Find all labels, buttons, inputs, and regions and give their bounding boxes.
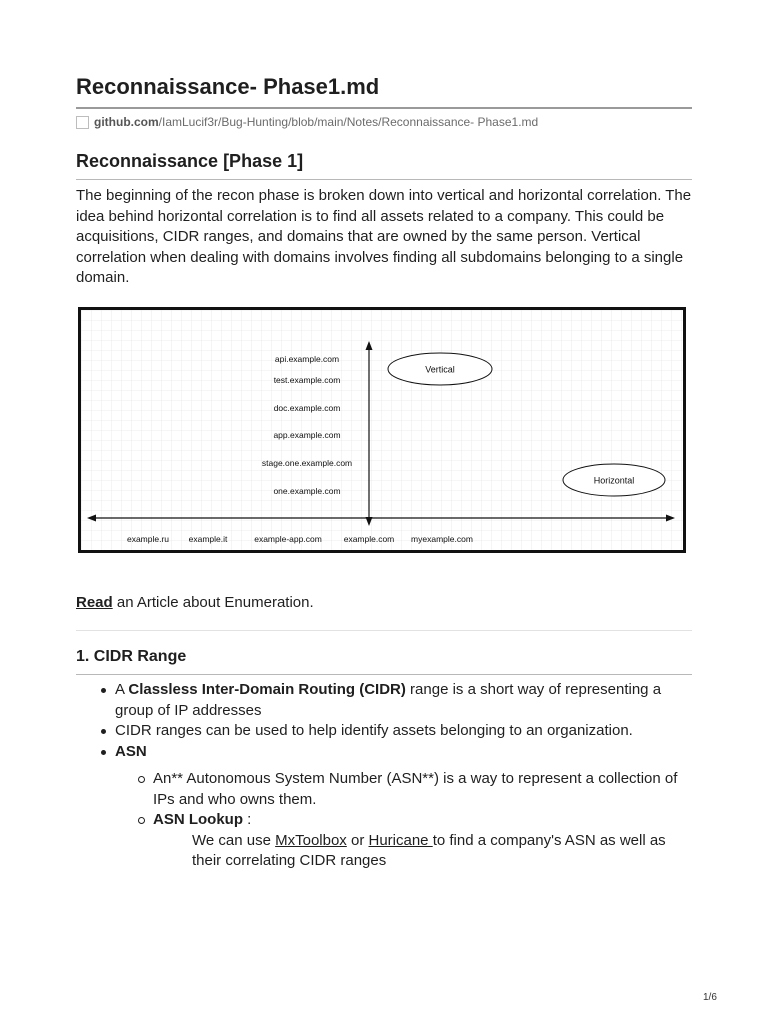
grid-background [81,310,683,550]
section-divider [76,179,692,180]
sublist-item [76,810,692,872]
horizontal-label: Horizontal [593,475,635,486]
domain-label: example.com [343,534,395,544]
horizontal-rule [76,630,692,631]
subdomain-label: app.example.com [273,430,341,440]
list-text: range is a short way of representing a group of IP addresses [115,681,662,719]
page-title: Reconnaissance- Phase1.md [76,74,380,99]
sublist-text: or [346,831,369,849]
asn-lookup-description [153,831,692,872]
cidr-term: Classless Inter-Domain Routing (CIDR) [128,681,406,698]
asn-term: ASN [115,742,147,760]
sublist-text: An** Autonomous System Number (ASN**) is a way to represent a collection of IPs and who owns them. [153,770,678,808]
section-heading-cidr: 1. CIDR Range [76,648,187,665]
sublist-text: : [243,811,252,828]
domain-label: example-app.com [254,534,322,544]
subdomain-label: stage.one.example.com [261,458,353,468]
source-path: /IamLucif3r/Bug-Hunting/blob/main/Notes/Reconnaissance- Phase1.md [158,115,539,129]
list-item [76,742,692,763]
list-item [76,721,692,742]
asn-sublist [76,769,692,872]
subdomain-label: doc.example.com [273,403,341,413]
vertical-label: Vertical [425,364,455,375]
list-text: CIDR ranges can be used to help identify assets belonging to an organization. [115,722,633,739]
domain-label: myexample.com [411,534,473,544]
list-text: A [115,681,129,698]
source-domain: github.com [94,115,159,129]
subdomain-label: one.example.com [273,486,341,496]
subdomain-label: api.example.com [274,354,340,364]
section-heading-recon: Reconnaissance [Phase 1] [76,151,304,171]
read-link[interactable]: Read [76,594,113,611]
title-divider [76,107,692,109]
sublist-text: We can use [192,831,276,849]
sublist-text: to find a company's ASN as well as their correlating CIDR ranges [192,831,666,869]
read-line-text: an Article about Enumeration. [112,594,314,611]
sublist-item [76,769,692,810]
correlation-diagram [78,307,686,553]
domain-label: example.ru [126,534,170,544]
huricane-link[interactable]: Huricane [368,831,433,849]
read-article-line [76,594,314,611]
mxtoolbox-link[interactable]: MxToolbox [275,831,347,849]
page-number: 1/6 [703,992,717,1003]
section-divider [76,674,692,675]
subdomain-label: test.example.com [273,375,341,385]
list-item [76,680,692,721]
intro-paragraph: The beginning of the recon phase is broken down into vertical and horizontal correlation. The idea behind horizontal correlation is to find all assets related to a company. This could be acquisitions, CIDR ranges, and domains that are owned by the same person. Vertical correlation when dealing with domains involves finding all subdomains belonging to a single domain. [76,187,692,287]
diagram-svg [81,310,683,550]
domain-label: example.it [188,534,228,544]
source-url[interactable] [76,115,538,129]
cidr-list [76,680,692,872]
asn-lookup-term: ASN Lookup [153,811,243,828]
favicon-icon [76,116,89,129]
